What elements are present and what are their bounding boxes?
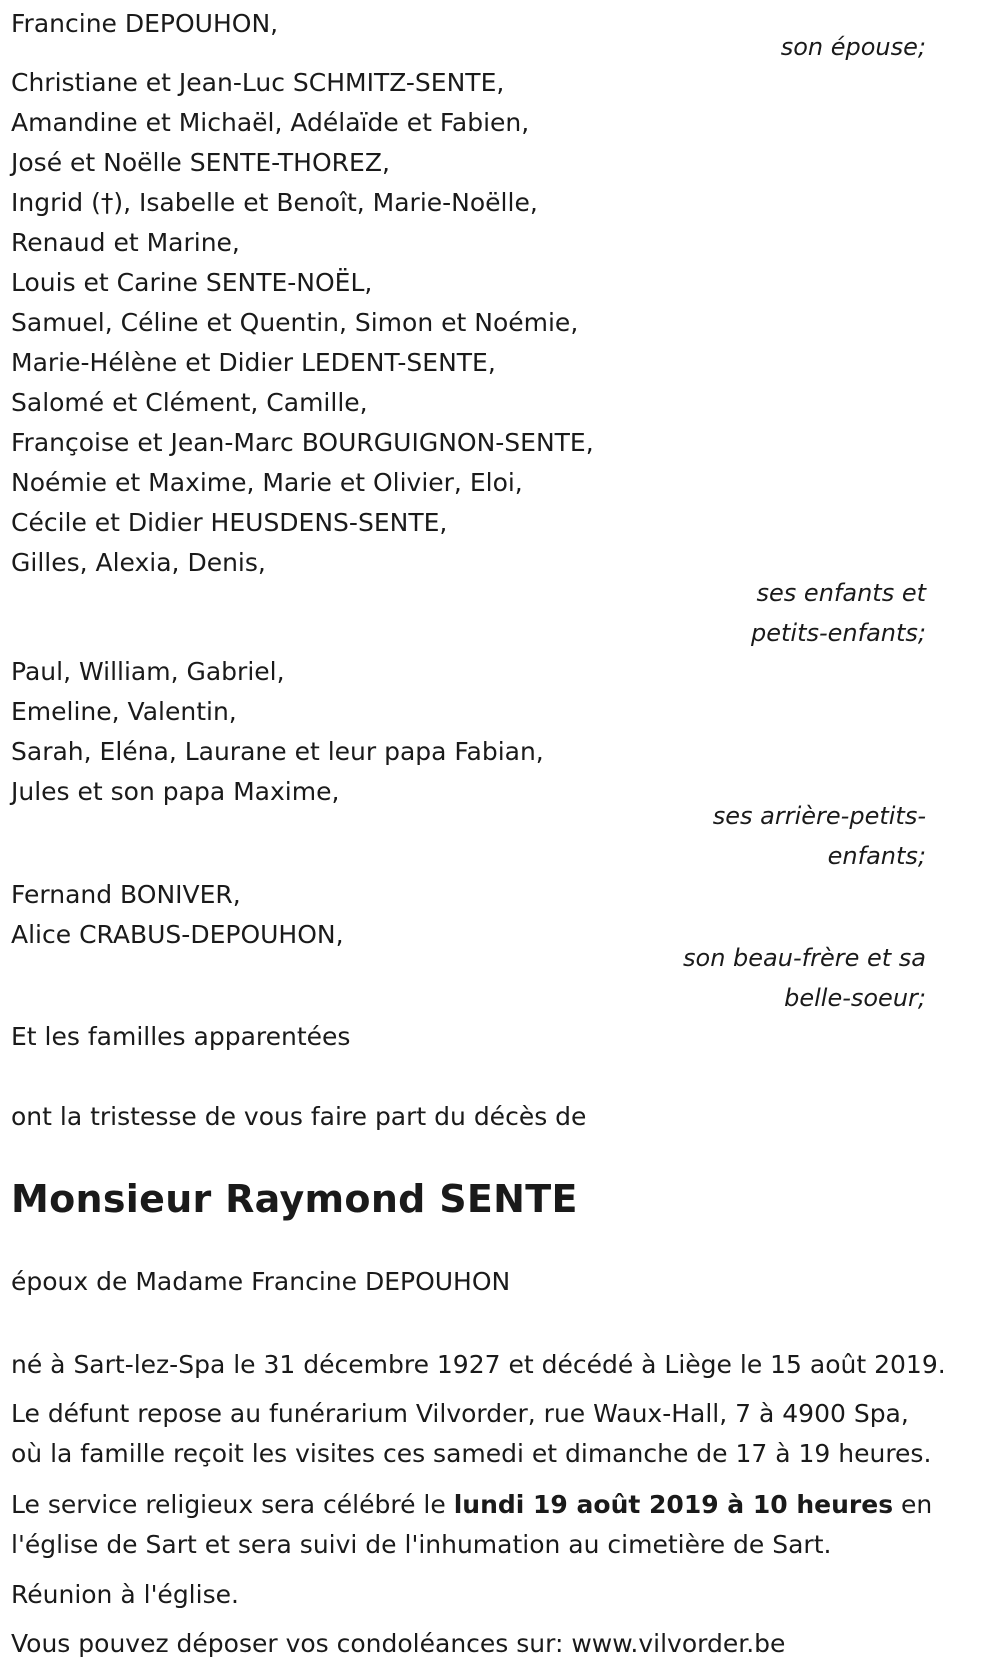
in-law-name: Fernand BONIVER,	[11, 880, 241, 909]
children-name: Noémie et Maxime, Marie et Olivier, Eloi,	[11, 468, 523, 497]
service-paragraph	[11, 1485, 932, 1565]
children-name: Cécile et Didier HEUSDENS-SENTE,	[11, 508, 448, 537]
condolences-line: Vous pouvez déposer vos condoléances sur: www.vilvorder.be	[11, 1629, 786, 1658]
spouse-name: Francine DEPOUHON,	[11, 9, 279, 38]
service-date: lundi 19 août 2019 à 10 heures	[453, 1490, 894, 1519]
children-name: Louis et Carine SENTE-NOËL,	[11, 268, 373, 297]
service-line-1	[11, 1485, 932, 1525]
great-grandchildren-role	[11, 796, 926, 876]
children-name: Renaud et Marine,	[11, 228, 240, 257]
children-name: Françoise et Jean-Marc BOURGUIGNON-SENTE,	[11, 428, 594, 457]
birth-death-line: né à Sart-lez-Spa le 31 décembre 1927 et décédé à Liège le 15 août 2019.	[11, 1350, 946, 1379]
great-grandchild-name: Paul, William, Gabriel,	[11, 657, 285, 686]
announcement-line: ont la tristesse de vous faire part du décès de	[11, 1102, 587, 1131]
service-suffix: en	[893, 1490, 933, 1519]
great-grandchildren-role-line: enfants;	[827, 842, 926, 870]
spouse-of-line: époux de Madame Francine DEPOUHON	[11, 1267, 511, 1296]
children-role-line: ses enfants et	[756, 579, 926, 607]
children-role-line: petits-enfants;	[751, 619, 926, 647]
service-line-2: l'église de Sart et sera suivi de l'inhumation au cimetière de Sart.	[11, 1530, 832, 1559]
children-name: Samuel, Céline et Quentin, Simon et Noémie,	[11, 308, 579, 337]
reunion-line: Réunion à l'église.	[11, 1580, 239, 1609]
repose-paragraph	[11, 1394, 931, 1474]
in-laws-role-line: belle-soeur;	[784, 984, 926, 1012]
children-name: Salomé et Clément, Camille,	[11, 388, 368, 417]
children-list	[11, 63, 594, 583]
in-laws-role-line: son beau-frère et sa	[683, 944, 926, 972]
service-prefix: Le service religieux sera célébré le	[11, 1490, 454, 1519]
repose-line: Le défunt repose au funérarium Vilvorder, rue Waux-Hall, 7 à 4900 Spa,	[11, 1399, 909, 1428]
spouse-role: son épouse;	[780, 33, 926, 61]
children-name: Marie-Hélène et Didier LEDENT-SENTE,	[11, 348, 496, 377]
great-grandchild-name: Jules et son papa Maxime,	[11, 777, 340, 806]
children-name: Christiane et Jean-Luc SCHMITZ-SENTE,	[11, 68, 505, 97]
deceased-name: Monsieur Raymond SENTE	[11, 1177, 578, 1221]
children-name: Amandine et Michaël, Adélaïde et Fabien,	[11, 108, 530, 137]
repose-line: où la famille reçoit les visites ces samedi et dimanche de 17 à 19 heures.	[11, 1439, 932, 1468]
children-name: José et Noëlle SENTE-THOREZ,	[11, 148, 390, 177]
in-laws-role	[11, 938, 926, 1018]
children-role	[11, 573, 926, 653]
great-grandchildren-list	[11, 652, 544, 812]
great-grandchildren-role-line: ses arrière-petits-	[712, 802, 926, 830]
in-law-name: Alice CRABUS-DEPOUHON,	[11, 920, 344, 949]
families-line: Et les familles apparentées	[11, 1022, 351, 1051]
children-name: Ingrid (†), Isabelle et Benoît, Marie-Noëlle,	[11, 188, 538, 217]
children-name: Gilles, Alexia, Denis,	[11, 548, 266, 577]
great-grandchild-name: Sarah, Eléna, Laurane et leur papa Fabian,	[11, 737, 544, 766]
great-grandchild-name: Emeline, Valentin,	[11, 697, 237, 726]
